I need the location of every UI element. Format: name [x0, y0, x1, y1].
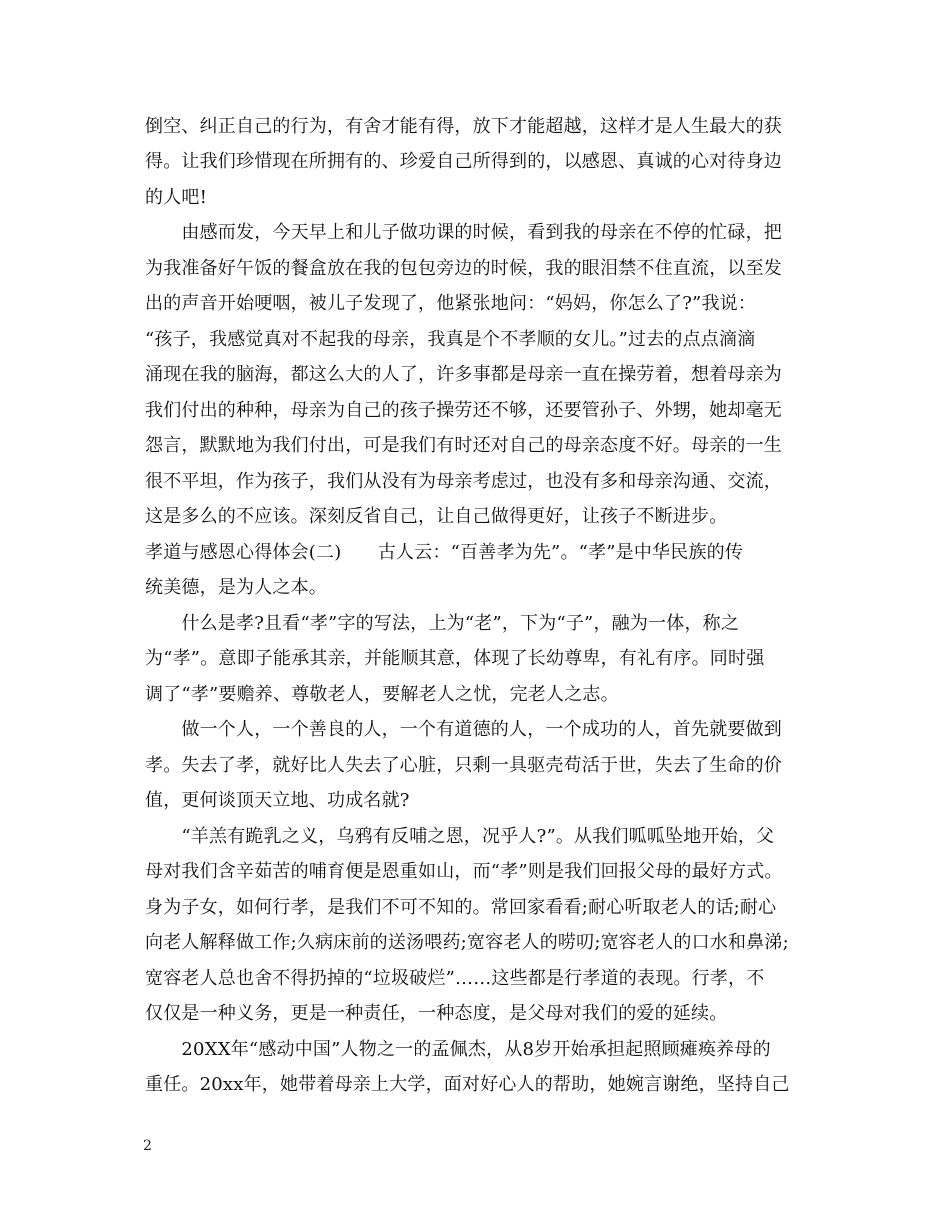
text-line: 20XX年“感动中国”人物之一的孟佩杰，从8岁开始承担起照顾瘫痪养母的 [145, 1039, 771, 1060]
text-line: 怨言，默默地为我们付出，可是我们有时还对自己的母亲态度不好。母亲的一生 [145, 435, 782, 456]
text-line: 统美德，是为人之本。 [145, 577, 327, 598]
text-line: 什么是孝?且看“孝”字的写法，上为“老”，下为“子”，融为一体，称之 [145, 613, 740, 634]
text-line: 由感而发，今天早上和儿子做功课的时候，看到我的母亲在不停的忙碌，把 [145, 222, 782, 243]
text-line: 做一个人，一个善良的人，一个有道德的人，一个成功的人，首先就要做到 [145, 719, 782, 740]
text-line: 得。让我们珍惜现在所拥有的、珍爱自己所得到的，以感恩、真诚的心对待身边 [145, 151, 782, 172]
text-line: 调了“孝”要赡养、尊敬老人，要解老人之忧，完老人之志。 [145, 684, 619, 705]
page-number: 2 [143, 1138, 152, 1154]
text-line: 很不平坦，作为孩子，我们从没有为母亲考虑过，也没有多和母亲沟通、交流， [145, 471, 782, 492]
section-heading-line: 孝道与感恩心得体会(二) 古人云：“百善孝为先”。“孝”是中华民族的传 [145, 542, 744, 563]
text-line: 身为子女，如何行孝，是我们不可不知的。常回家看看;耐心听取老人的话;耐心 [145, 897, 777, 918]
text-line: 值，更何谈顶天立地、功成名就? [145, 790, 410, 811]
text-line: “羊羔有跪乳之义，乌鸦有反哺之恩，况乎人?”。从我们呱呱坠地开始，父 [145, 826, 775, 847]
text-line: 倒空、纠正自己的行为，有舍才能有得，放下才能超越，这样才是人生最大的获 [145, 116, 782, 137]
text-line: “孩子，我感觉真对不起我的母亲，我真是个不孝顺的女儿。”过去的点点滴滴 [145, 329, 756, 350]
text-line: 这是多么的不应该。深刻反省自己，让自己做得更好，让孩子不断进步。 [145, 506, 728, 527]
text-line: 为“孝”。意即子能承其亲，并能顺其意，体现了长幼尊卑，有礼有序。同时强 [145, 648, 765, 669]
text-line: 出的声音开始哽咽，被儿子发现了，他紧张地问：“妈妈，你怎么了?”我说： [145, 293, 757, 314]
text-line: 我们付出的种种，母亲为自己的孩子操劳还不够，还要管孙子、外甥，她却毫无 [145, 400, 782, 421]
text-line: 孝。失去了孝，就好比人失去了心脏，只剩一具驱壳苟活于世，失去了生命的价 [145, 755, 782, 776]
text-line: 的人吧! [145, 187, 208, 208]
text-line: 母对我们含辛茹苦的哺育便是恩重如山，而“孝”则是我们回报父母的最好方式。 [145, 861, 783, 882]
text-line: 宽容老人总也舍不得扔掉的“垃圾破烂”……这些都是行孝道的表现。行孝，不 [145, 968, 765, 989]
text-line: 涌现在我的脑海，都这么大的人了，许多事都是母亲一直在操劳着，想着母亲为 [145, 364, 782, 385]
text-line: 重任。20xx年，她带着母亲上大学，面对好心人的帮助，她婉言谢绝，坚持自己 [145, 1074, 790, 1095]
text-line: 仅仅是一种义务，更是一种责任，一种态度，是父母对我们的爱的延续。 [145, 1003, 728, 1024]
text-line: 向老人解释做工作;久病床前的送汤喂药;宽容老人的唠叨;宽容老人的口水和鼻涕; [145, 932, 789, 953]
text-line: 为我准备好午饭的餐盒放在我的包包旁边的时候，我的眼泪禁不住直流，以至发 [145, 258, 782, 279]
